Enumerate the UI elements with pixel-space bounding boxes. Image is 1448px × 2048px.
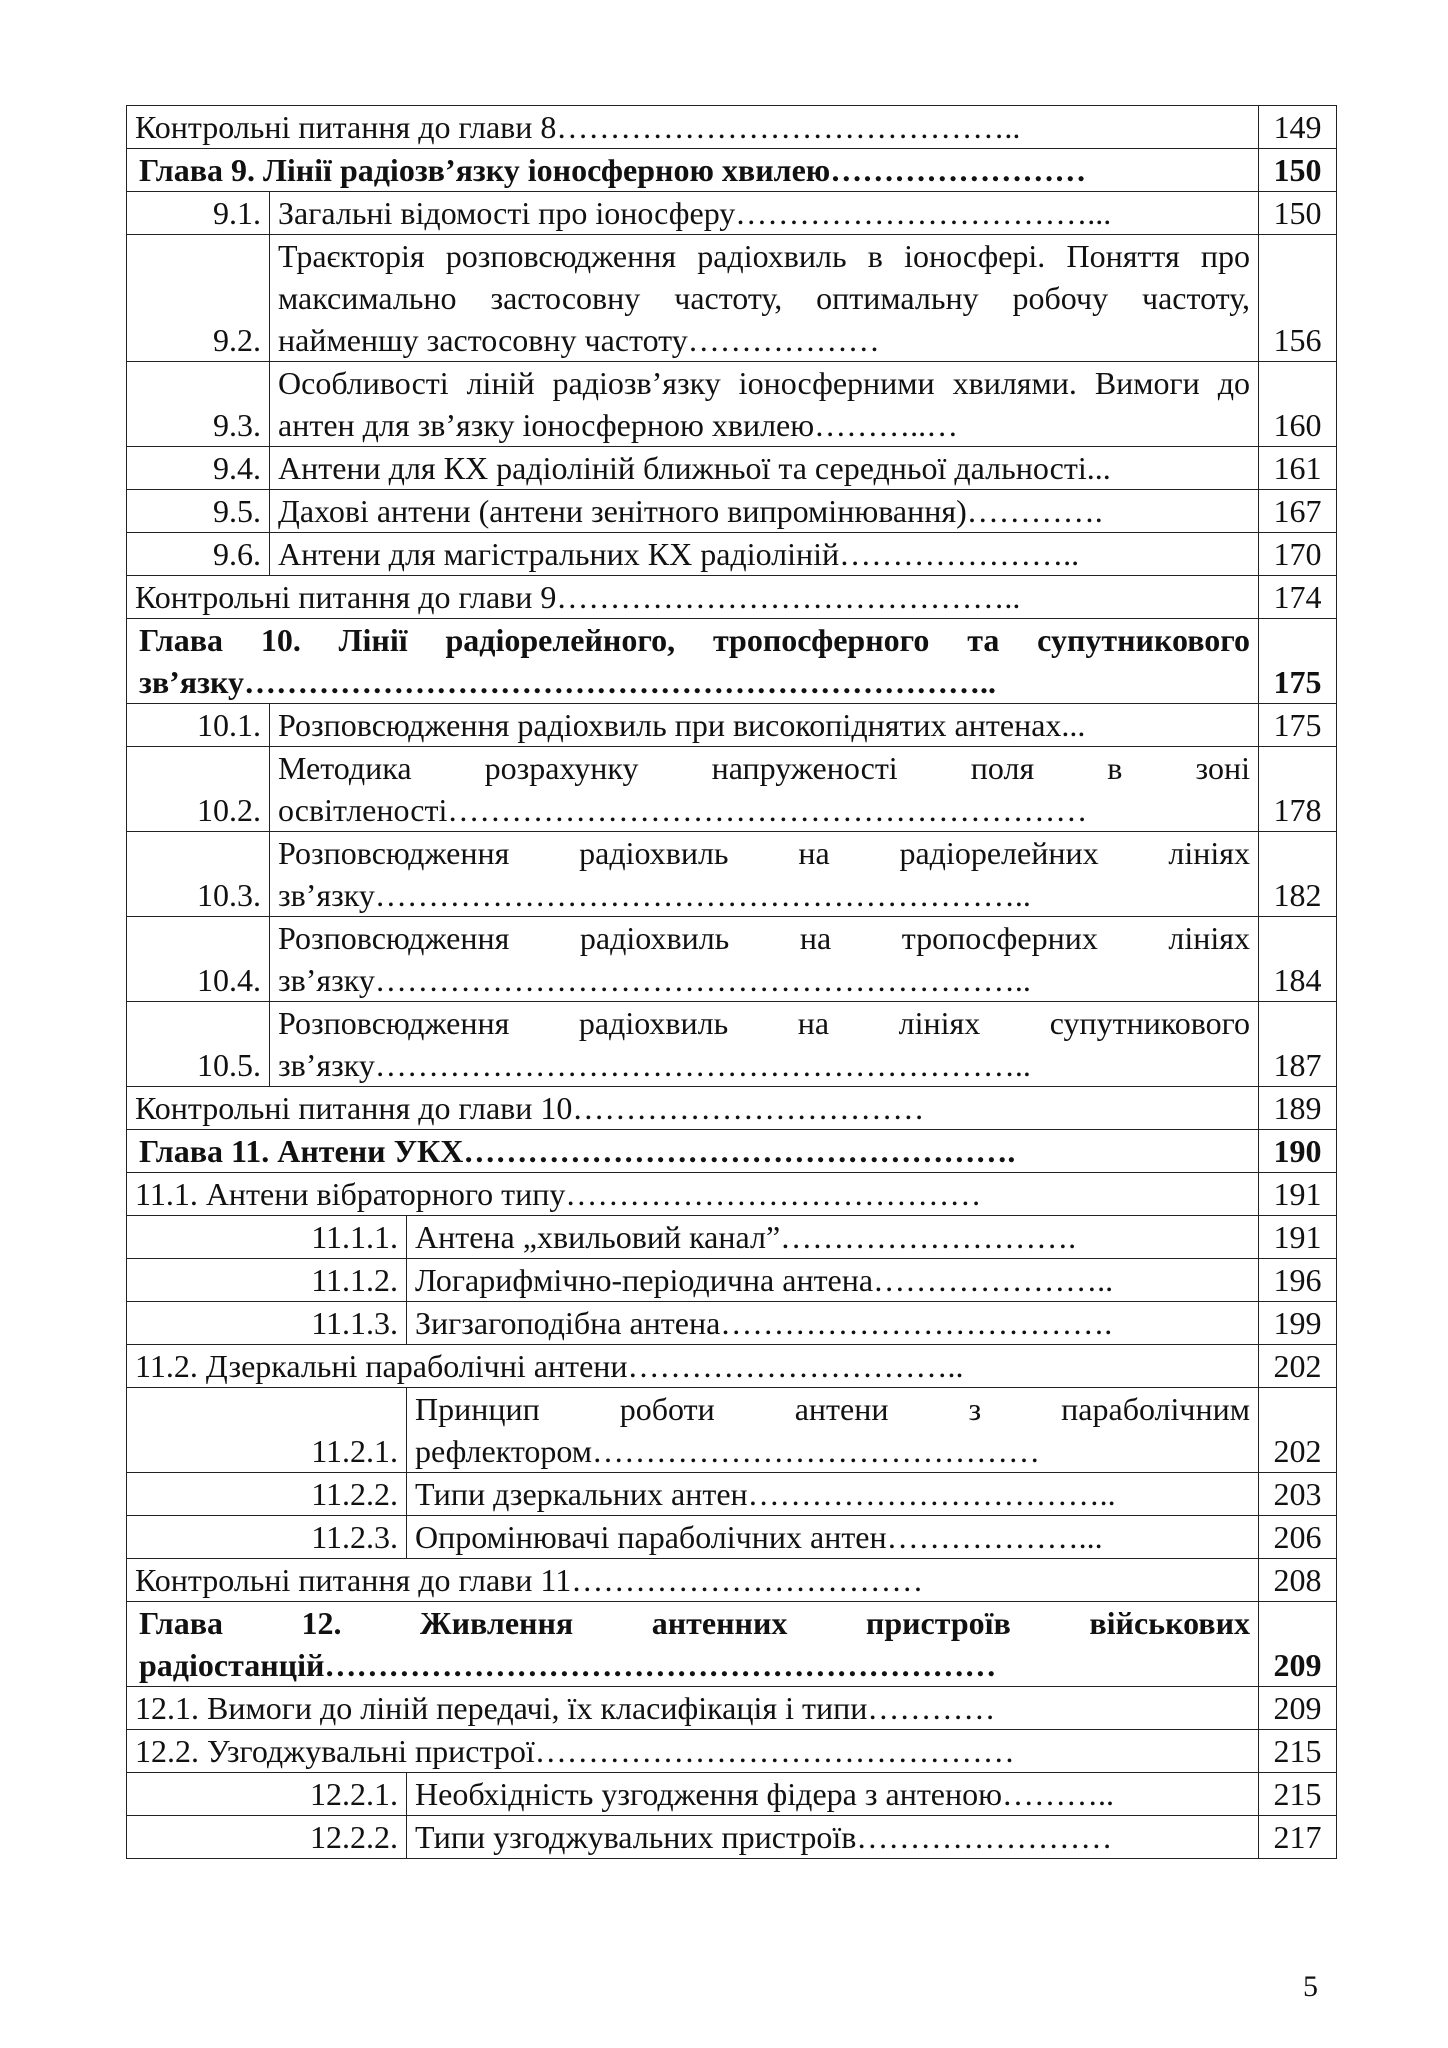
entry-text: Типи узгоджувальних пристроїв…………………… [415,1819,1113,1855]
page-ref: 150 [1259,192,1337,235]
page-ref: 160 [1259,362,1337,447]
page-ref: 208 [1259,1559,1337,1602]
toc-row [127,1345,1337,1388]
entry-text: Розповсюдження радіохвиль на тропосферних лініях зв’язку…………………………………………………….. [278,920,1250,998]
entry-title [407,1388,1259,1473]
entry-text: Зигзагоподібна антена………………………………. [415,1305,1113,1341]
section-number: 11.1.3. [127,1302,407,1345]
page-ref: 149 [1259,106,1337,149]
page-ref: 202 [1259,1388,1337,1473]
toc-row [127,1173,1337,1216]
page-ref: 203 [1259,1473,1337,1516]
section-number: 11.2.2. [127,1473,407,1516]
page-ref: 187 [1259,1002,1337,1087]
entry-title [127,1130,1259,1173]
entry-text: Розповсюдження радіохвиль на лініях супутникового зв’язку…………………………………………………….. [278,1005,1250,1083]
page-ref: 209 [1259,1602,1337,1687]
entry-title [270,490,1259,533]
table-of-contents [126,105,1337,1859]
page-ref: 174 [1259,576,1337,619]
entry-text: Глава 10. Лінії радіорелейного, тропосферного та супутникового зв’язку…………………………………………………………….. [139,622,1250,700]
entry-text: Глава 12. Живлення антенних пристроїв військових радіостанцій……………………………………………………… [139,1605,1250,1683]
entry-text: Методика розрахунку напруженості поля в зоні освітленості…………………………………………………… [278,750,1250,828]
entry-title [270,1002,1259,1087]
toc-row [127,490,1337,533]
toc-row [127,1002,1337,1087]
toc-row [127,1559,1337,1602]
chapter-row [127,1130,1337,1173]
toc-row [127,106,1337,149]
toc-row [127,1259,1337,1302]
page-ref: 217 [1259,1816,1337,1859]
entry-text: Дахові антени (антени зенітного випромінювання)…………. [278,493,1103,529]
entry-title [407,1773,1259,1816]
entry-text: Розповсюдження радіохвиль при високопіднятих антенах... [278,707,1086,743]
section-number: 9.2. [127,235,270,362]
entry-text: Глава 9. Лінії радіозв’язку іоносферною хвилею…………………… [139,152,1087,188]
section-number: 9.5. [127,490,270,533]
entry-title [127,619,1259,704]
toc-row [127,533,1337,576]
toc-row [127,1302,1337,1345]
page-ref: 189 [1259,1087,1337,1130]
page-ref: 184 [1259,917,1337,1002]
entry-text: Антени для магістральних КХ радіоліній………………….. [278,536,1080,572]
entry-text: Загальні відомості про іоносферу……………………………... [278,195,1112,231]
toc-row [127,1516,1337,1559]
toc-row [127,1087,1337,1130]
entry-title [127,149,1259,192]
entry-text: 12.1. Вимоги до ліній передачі, їх класифікація і типи………… [135,1690,996,1726]
entry-text: Глава 11. Антени УКХ……………………………………………. [139,1133,1016,1169]
entry-title [127,1559,1259,1602]
section-number: 11.2.1. [127,1388,407,1473]
toc-row [127,1816,1337,1859]
entry-title [270,917,1259,1002]
entry-text: Контрольні питання до глави 10…………………………… [135,1090,925,1126]
toc-row [127,917,1337,1002]
entry-text: Логарифмічно-періодична антена………………….. [415,1262,1114,1298]
entry-text: Принцип роботи антени з параболічним рефлектором…………………………………… [415,1391,1250,1469]
page-ref: 170 [1259,533,1337,576]
entry-text: Траєкторія розповсюдження радіохвиль в іоносфері. Поняття про максимально застосовну частоту, оптимальну робочу частоту, найменшу застосовну частоту……………… [278,238,1250,358]
toc-row [127,1388,1337,1473]
page-ref: 202 [1259,1345,1337,1388]
entry-title [270,192,1259,235]
entry-text: Розповсюдження радіохвиль на радіорелейних лініях зв’язку…………………………………………………….. [278,835,1250,913]
entry-text: Опромінювачі параболічних антен………………... [415,1519,1103,1555]
page-ref: 150 [1259,149,1337,192]
entry-title [270,447,1259,490]
page-ref: 190 [1259,1130,1337,1173]
section-number: 11.2.3. [127,1516,407,1559]
entry-title [270,832,1259,917]
page-ref: 199 [1259,1302,1337,1345]
toc-row [127,1687,1337,1730]
toc-row [127,832,1337,917]
entry-title [270,747,1259,832]
section-number: 9.1. [127,192,270,235]
entry-text: 11.1. Антени вібраторного типу………………………………… [135,1176,982,1212]
entry-text: Антена „хвильовий канал”………………………. [415,1219,1077,1255]
entry-title [407,1816,1259,1859]
page-ref: 215 [1259,1773,1337,1816]
page-ref: 175 [1259,619,1337,704]
entry-text: Антени для КХ радіоліній ближньої та середньої дальності... [278,450,1111,486]
section-number: 11.1.1. [127,1216,407,1259]
entry-title [127,106,1259,149]
section-number: 12.2.2. [127,1816,407,1859]
page-ref: 191 [1259,1173,1337,1216]
page-ref: 209 [1259,1687,1337,1730]
page-ref: 167 [1259,490,1337,533]
entry-title [127,1602,1259,1687]
entry-title [270,235,1259,362]
page-number: 5 [1303,1970,1318,2003]
entry-text: 12.2. Узгоджувальні пристрої……………………………………… [135,1733,1015,1769]
toc-row [127,235,1337,362]
section-number: 9.4. [127,447,270,490]
entry-title [127,1687,1259,1730]
entry-text: Необхідність узгодження фідера з антеною……….. [415,1776,1115,1812]
section-number: 9.6. [127,533,270,576]
chapter-row [127,619,1337,704]
section-number: 10.4. [127,917,270,1002]
section-number: 10.2. [127,747,270,832]
chapter-row [127,149,1337,192]
page-ref: 196 [1259,1259,1337,1302]
toc-row [127,1773,1337,1816]
toc-row [127,1216,1337,1259]
entry-text: Контрольні питання до глави 11…………………………… [135,1562,924,1598]
entry-text: Контрольні питання до глави 9…………………………………….. [135,579,1021,615]
section-number: 11.1.2. [127,1259,407,1302]
page-ref: 161 [1259,447,1337,490]
entry-title [407,1302,1259,1345]
entry-text: Особливості ліній радіозв’язку іоносферними хвилями. Вимоги до антен для зв’язку іоносферною хвилею………..… [278,365,1250,443]
page-ref: 191 [1259,1216,1337,1259]
entry-title [270,704,1259,747]
entry-title [127,576,1259,619]
toc-row [127,1473,1337,1516]
toc-row [127,704,1337,747]
entry-title [127,1087,1259,1130]
chapter-row [127,1602,1337,1687]
entry-text: Типи дзеркальних антен…………………………….. [415,1476,1116,1512]
toc-row [127,362,1337,447]
section-number: 10.1. [127,704,270,747]
entry-title [407,1259,1259,1302]
entry-title [127,1173,1259,1216]
toc-row [127,576,1337,619]
entry-title [127,1730,1259,1773]
page-ref: 156 [1259,235,1337,362]
page-ref: 178 [1259,747,1337,832]
toc-row [127,1730,1337,1773]
section-number: 10.5. [127,1002,270,1087]
entry-title [270,362,1259,447]
entry-text: Контрольні питання до глави 8…………………………………….. [135,109,1021,145]
entry-title [127,1345,1259,1388]
page-ref: 206 [1259,1516,1337,1559]
toc-row [127,447,1337,490]
toc-row [127,192,1337,235]
entry-title [407,1516,1259,1559]
page-ref: 215 [1259,1730,1337,1773]
page-ref: 182 [1259,832,1337,917]
entry-title [407,1216,1259,1259]
entry-title [407,1473,1259,1516]
entry-title [270,533,1259,576]
section-number: 10.3. [127,832,270,917]
section-number: 9.3. [127,362,270,447]
toc-row [127,747,1337,832]
entry-text: 11.2. Дзеркальні параболічні антени………………………….. [135,1348,964,1384]
section-number: 12.2.1. [127,1773,407,1816]
page-ref: 175 [1259,704,1337,747]
